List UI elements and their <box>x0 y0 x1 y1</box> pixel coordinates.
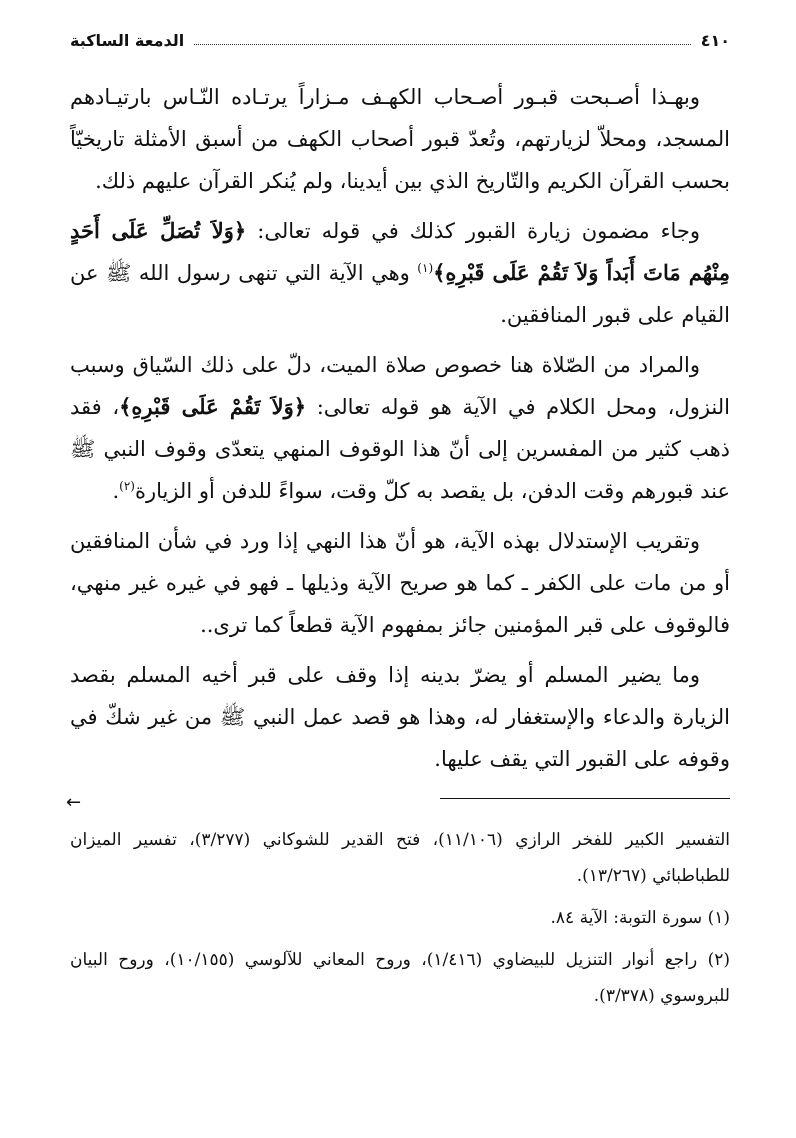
paragraph-2 <box>70 210 730 336</box>
paragraph-3-text-a: والمراد من الصّلاة هنا خصوص صلاة الميت، دلّ على ذلك السّياق وسبب النزول، ومحل الكلام في الآية هو قوله تعالى: <box>70 353 730 419</box>
paragraph-3-end: . <box>112 479 120 503</box>
paragraph-1: وبهـذا أصـبحت قبـور أصـحاب الكهـف مـزاراً يرتـاده النّـاس بارتيـادهم المسجد، ومحلاّ لزيارتهم، وتُعدّ قبور أصحاب الكهف من أسبق الأمثلة تاريخيّاً بحسب القرآن الكريم والتّاريخ الذي بين أيدينا، ولم يُنكر القرآن عليهم ذلك. <box>70 85 730 193</box>
footnotes <box>70 822 730 1014</box>
paragraph-2-text-a: وجاء مضمون زيارة القبور كذلك في قوله تعالى: <box>246 219 701 243</box>
footnote-separator <box>66 790 730 820</box>
footnote-rule <box>440 798 730 799</box>
book-title: الدمعة الساكبة <box>70 30 185 50</box>
running-header <box>70 26 730 54</box>
footnote-continued: التفسير الكبير للفخر الرازي (١١/١٠٦)، فتح القدير للشوكاني (٣/٢٧٧)، تفسير الميزان للطباطبائي (١٣/٢٦٧). <box>70 830 730 886</box>
footnote-1: (١) سورة التوبة: الآية ٨٤. <box>550 908 730 928</box>
header-dotted-leader <box>194 44 690 45</box>
paragraph-5: وما يضير المسلم أو يضرّ بدينه إذا وقف على قبر أخيه المسلم بقصد الزيارة والدعاء والإستغفار له، وهذا هو قصد عمل النبي ﷺ من غير شكّ في وقوفه على القبور التي يقف عليها. <box>70 663 730 771</box>
paragraph-3 <box>70 344 730 512</box>
quran-verse: ﴿وَلاَ تَقُمْ عَلَى قَبْرِهِ﴾ <box>119 394 307 419</box>
footnote-2: (٢) راجع أنوار التنزيل للبيضاوي (١/٤١٦)، وروح المعاني للآلوسي (١٠/١٥٥)، وروح البيان للبروسوي (٣/٣٧٨). <box>70 950 730 1006</box>
paragraph-3-text-b: ، فقد ذهب كثير من المفسرين إلى أنّ هذا الوقوف المنهي يتعدّى وقوف النبي ﷺ عند قبورهم وقت الدفن، بل يقصد به كلّ وقت، سواءً للدفن أو الزيارة <box>70 395 730 503</box>
page <box>66 26 730 1020</box>
paragraph-4: وتقريب الإستدلال بهذه الآية، هو أنّ هذا النهي إذا ورد في شأن المنافقين أو من مات على الكفر ـ كما هو صريح الآية وذيلها ـ فهو في غيره غير منهي، فالوقوف على قبر المؤمنين جائز بمفهوم الآية قطعاً كما ترى.. <box>70 529 730 637</box>
footnote-ref-1[interactable]: (١) <box>417 261 434 275</box>
quran-verse: ﴿وَلاَ تُصَلِّ عَلَى أَحَدٍ مِنْهُم مَاتَ أَبَداً وَلاَ تَقُمْ عَلَى قَبْرِهِ﴾ <box>70 218 730 285</box>
footnote-ref-2[interactable]: (٢) <box>119 479 135 493</box>
main-text <box>70 76 730 780</box>
continuation-arrow-icon: ← <box>66 792 82 813</box>
page-number: ٤١٠ <box>700 30 730 50</box>
paragraph-2-text-b: وهي الآية التي تنهى رسول الله ﷺ عن القيام على قبور المنافقين. <box>70 261 730 327</box>
